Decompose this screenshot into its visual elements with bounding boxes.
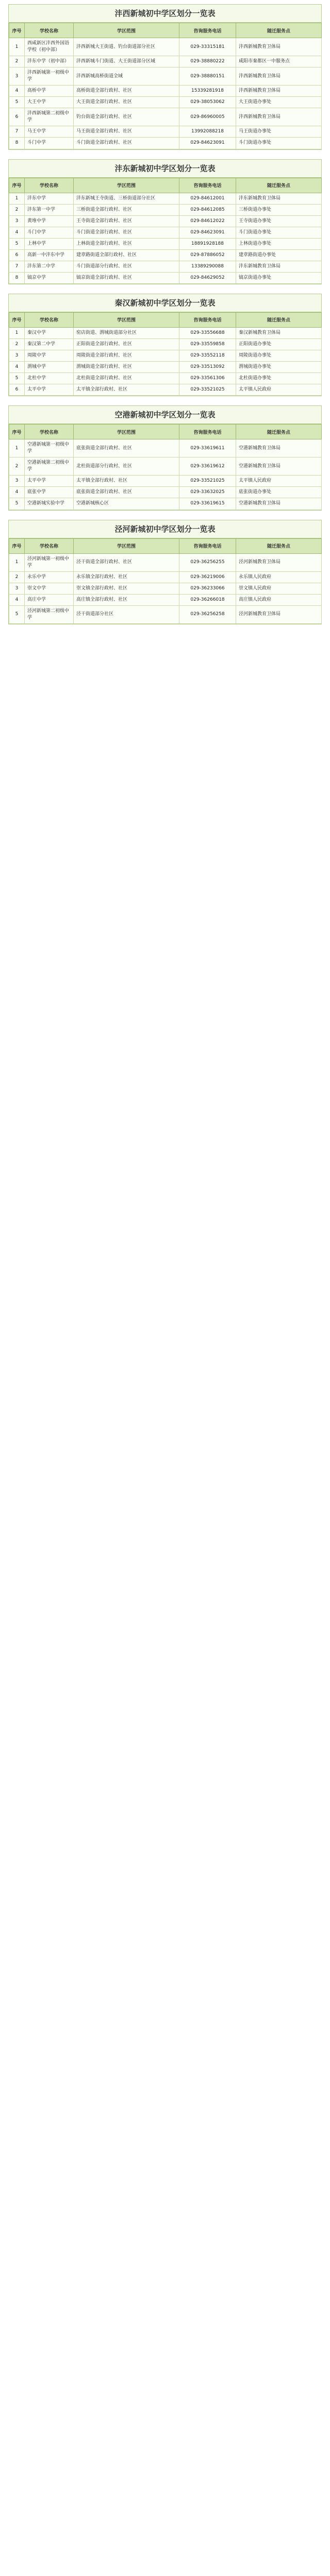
phone-number: 029-33559858 [179, 338, 236, 350]
section-title: 空港新城初中学区划分一览表 [9, 406, 321, 424]
table-row [9, 487, 322, 498]
table-row [9, 56, 322, 67]
district-range: 泾干街道全部行政村、社区 [74, 553, 179, 571]
table-row [9, 97, 322, 108]
phone-number: 029-36233066 [179, 583, 236, 594]
service-point: 秦汉新城教育卫体局 [236, 327, 322, 338]
district-range: 王寺街道全部行政村、社区 [74, 215, 179, 227]
row-number: 8 [9, 138, 25, 149]
district-table [9, 23, 322, 149]
column-header: 随迁服务点 [236, 23, 322, 38]
phone-number: 029-33552118 [179, 350, 236, 361]
column-header: 序号 [9, 538, 25, 553]
phone-number: 029-84612022 [179, 215, 236, 227]
service-point: 沣西新城教育卫体局 [236, 86, 322, 97]
column-header: 学校名称 [25, 538, 74, 553]
row-number: 1 [9, 193, 25, 204]
service-point: 上林街道办事处 [236, 238, 322, 249]
table-row [9, 108, 322, 126]
row-number: 3 [9, 215, 25, 227]
row-number: 1 [9, 553, 25, 571]
table-row [9, 594, 322, 605]
district-range: 沣西新城高桥街道全域 [74, 67, 179, 86]
service-point: 咸阳市秦都区一中服务点 [236, 56, 322, 67]
district-table [9, 312, 322, 396]
service-point: 高庄镇人民政府 [236, 594, 322, 605]
column-header: 咨询服务电话 [179, 312, 236, 327]
sections-container [0, 4, 330, 624]
phone-number: 029-33619612 [179, 457, 236, 476]
table-row [9, 38, 322, 56]
table-row [9, 249, 322, 261]
district-range: 底张街道全部行政村、社区 [74, 439, 179, 457]
phone-number: 029-84623091 [179, 138, 236, 149]
service-point: 沣西新城教育卫体局 [236, 108, 322, 126]
phone-number: 029-33619611 [179, 439, 236, 457]
service-point: 沣西新城教育卫体局 [236, 38, 322, 56]
phone-number: 029-33561306 [179, 373, 236, 384]
district-range: 正阳街道全部行政村、社区 [74, 338, 179, 350]
row-number: 8 [9, 272, 25, 283]
service-point: 底张街道办事处 [236, 487, 322, 498]
phone-number: 029-33632025 [179, 487, 236, 498]
phone-number: 029-36219006 [179, 571, 236, 583]
phone-number: 029-33521025 [179, 476, 236, 487]
service-point: 沣东新城教育卫体局 [236, 193, 322, 204]
table-row [9, 605, 322, 623]
service-point: 王寺街道办事处 [236, 215, 322, 227]
table-header-row [9, 312, 322, 327]
table-row [9, 350, 322, 361]
phone-number: 029-84623091 [179, 227, 236, 238]
service-point: 渭城街道办事处 [236, 362, 322, 373]
table-row [9, 498, 322, 510]
phone-number: 029-36256258 [179, 605, 236, 623]
column-header: 序号 [9, 178, 25, 193]
row-number: 3 [9, 350, 25, 361]
row-number: 4 [9, 227, 25, 238]
school-name: 高桥中学 [25, 86, 74, 97]
school-name: 上林中学 [25, 238, 74, 249]
column-header: 学区范围 [74, 538, 179, 553]
table-row [9, 126, 322, 138]
column-header: 学区范围 [74, 178, 179, 193]
service-point: 马王街道办事处 [236, 126, 322, 138]
school-name: 空港新城第二初级中学 [25, 457, 74, 476]
row-number: 4 [9, 487, 25, 498]
district-range: 太平镇全部行政村、社区 [74, 384, 179, 396]
school-name: 斗门中学 [25, 138, 74, 149]
service-point: 太平镇人民政府 [236, 476, 322, 487]
service-point: 泾河新城教育卫体局 [236, 553, 322, 571]
school-name: 空港新城实验中学 [25, 498, 74, 510]
section-title: 沣西新城初中学区划分一览表 [9, 5, 321, 23]
service-point: 正阳街道办事处 [236, 338, 322, 350]
table-row [9, 261, 322, 272]
column-header: 学区范围 [74, 23, 179, 38]
service-point: 沣东新城教育卫体局 [236, 261, 322, 272]
row-number: 7 [9, 126, 25, 138]
district-range: 太平镇全部行政村、社区 [74, 476, 179, 487]
row-number: 3 [9, 476, 25, 487]
row-number: 2 [9, 204, 25, 215]
row-number: 6 [9, 249, 25, 261]
district-range: 渭城街道全部行政村、社区 [74, 362, 179, 373]
column-header: 咨询服务电话 [179, 178, 236, 193]
district-range: 高庄镇全部行政村、社区 [74, 594, 179, 605]
district-range: 钓台街道全部行政村、社区 [74, 108, 179, 126]
school-name: 沣东第二中学 [25, 261, 74, 272]
column-header: 序号 [9, 312, 25, 327]
row-number: 1 [9, 38, 25, 56]
table-row [9, 384, 322, 396]
table-header-row [9, 23, 322, 38]
table-row [9, 215, 322, 227]
school-name: 太平中学 [25, 384, 74, 396]
service-point: 斗门街道办事处 [236, 138, 322, 149]
column-header: 序号 [9, 425, 25, 439]
school-name: 北杜中学 [25, 373, 74, 384]
district-section [8, 294, 322, 396]
column-header: 学校名称 [25, 425, 74, 439]
school-name: 崇文中学 [25, 583, 74, 594]
row-number: 2 [9, 571, 25, 583]
phone-number: 029-36266018 [179, 594, 236, 605]
phone-number: 029-87886052 [179, 249, 236, 261]
table-row [9, 138, 322, 149]
service-point: 沣西新城教育卫体局 [236, 67, 322, 86]
district-range: 斗门街道全部行政村、社区 [74, 227, 179, 238]
column-header: 学校名称 [25, 312, 74, 327]
school-name: 沣西新城第二初级中学 [25, 108, 74, 126]
phone-number: 029-84629052 [179, 272, 236, 283]
school-name: 黄堆中学 [25, 215, 74, 227]
table-row [9, 439, 322, 457]
row-number: 2 [9, 457, 25, 476]
phone-number: 029-86960005 [179, 108, 236, 126]
service-point: 太平镇人民政府 [236, 384, 322, 396]
district-range: 镐京街道全部行政村、社区 [74, 272, 179, 283]
row-number: 4 [9, 86, 25, 97]
district-section [8, 520, 322, 624]
table-row [9, 86, 322, 97]
district-range: 上林街道全部行政村、社区 [74, 238, 179, 249]
table-row [9, 193, 322, 204]
column-header: 学区范围 [74, 312, 179, 327]
column-header: 随迁服务点 [236, 538, 322, 553]
column-header: 序号 [9, 23, 25, 38]
column-header: 咨询服务电话 [179, 538, 236, 553]
district-range: 崇文镇全部行政村、社区 [74, 583, 179, 594]
district-range: 空港新城核心区 [74, 498, 179, 510]
district-table [9, 178, 322, 284]
school-name: 永乐中学 [25, 571, 74, 583]
column-header: 随迁服务点 [236, 425, 322, 439]
district-range: 沣西新城斗门街道、大王街道部分区域 [74, 56, 179, 67]
district-range: 沣东新城王寺街道、三桥街道部分社区 [74, 193, 179, 204]
row-number: 6 [9, 384, 25, 396]
phone-number: 029-33521025 [179, 384, 236, 396]
table-row [9, 457, 322, 476]
phone-number: 029-33513092 [179, 362, 236, 373]
school-name: 沣东中学（初中部） [25, 56, 74, 67]
table-row [9, 204, 322, 215]
school-name: 沣东中学 [25, 193, 74, 204]
district-table [9, 538, 322, 624]
service-point: 崇文镇人民政府 [236, 583, 322, 594]
school-name: 泾河新城第二初级中学 [25, 605, 74, 623]
section-title: 秦汉新城初中学区划分一览表 [9, 294, 321, 312]
row-number: 2 [9, 56, 25, 67]
row-number: 6 [9, 108, 25, 126]
school-name: 斗门中学 [25, 227, 74, 238]
school-name: 高庄中学 [25, 594, 74, 605]
school-name: 底张中学 [25, 487, 74, 498]
service-point: 空港新城教育卫体局 [236, 498, 322, 510]
school-name: 渭城中学 [25, 362, 74, 373]
phone-number: 15339281918 [179, 86, 236, 97]
row-number: 4 [9, 594, 25, 605]
column-header: 学校名称 [25, 178, 74, 193]
row-number: 5 [9, 498, 25, 510]
phone-number: 029-38880151 [179, 67, 236, 86]
service-point: 斗门街道办事处 [236, 227, 322, 238]
section-title: 泾河新城初中学区划分一览表 [9, 520, 321, 538]
district-range: 建章路街道全部行政村、社区 [74, 249, 179, 261]
school-name: 高新一中沣东中学 [25, 249, 74, 261]
district-section [8, 405, 322, 510]
school-name: 泾河新城第一初级中学 [25, 553, 74, 571]
table-row [9, 327, 322, 338]
table-row [9, 583, 322, 594]
table-row [9, 227, 322, 238]
column-header: 随迁服务点 [236, 178, 322, 193]
section-title: 沣东新城初中学区划分一览表 [9, 160, 321, 178]
column-header: 咨询服务电话 [179, 425, 236, 439]
page [0, 0, 330, 634]
district-range: 斗门街道部分行政村、社区 [74, 261, 179, 272]
column-header: 学校名称 [25, 23, 74, 38]
phone-number: 13992088218 [179, 126, 236, 138]
school-name: 空港新城第一初级中学 [25, 439, 74, 457]
row-number: 2 [9, 338, 25, 350]
table-row [9, 67, 322, 86]
service-point: 永乐镇人民政府 [236, 571, 322, 583]
table-row [9, 476, 322, 487]
phone-number: 13389290088 [179, 261, 236, 272]
row-number: 3 [9, 583, 25, 594]
district-range: 高桥街道全部行政村、社区 [74, 86, 179, 97]
service-point: 大王街道办事处 [236, 97, 322, 108]
school-name: 秦汉第二中学 [25, 338, 74, 350]
phone-number: 029-38880222 [179, 56, 236, 67]
table-header-row [9, 178, 322, 193]
district-table [9, 424, 322, 510]
row-number: 5 [9, 238, 25, 249]
school-name: 镐京中学 [25, 272, 74, 283]
table-row [9, 362, 322, 373]
phone-number: 029-33556688 [179, 327, 236, 338]
school-name: 大王中学 [25, 97, 74, 108]
column-header: 咨询服务电话 [179, 23, 236, 38]
school-name: 太平中学 [25, 476, 74, 487]
table-row [9, 571, 322, 583]
district-range: 北杜街道全部行政村、社区 [74, 373, 179, 384]
phone-number: 029-33619615 [179, 498, 236, 510]
row-number: 4 [9, 362, 25, 373]
district-range: 底张街道全部行政村、社区 [74, 487, 179, 498]
row-number: 1 [9, 327, 25, 338]
column-header: 学区范围 [74, 425, 179, 439]
school-name: 沣西新城第一初级中学 [25, 67, 74, 86]
table-row [9, 338, 322, 350]
school-name: 马王中学 [25, 126, 74, 138]
service-point: 泾河新城教育卫体局 [236, 605, 322, 623]
district-range: 大王街道全部行政村、社区 [74, 97, 179, 108]
service-point: 空港新城教育卫体局 [236, 457, 322, 476]
district-range: 泾干街道部分社区 [74, 605, 179, 623]
table-row [9, 238, 322, 249]
row-number: 5 [9, 97, 25, 108]
school-name: 秦汉中学 [25, 327, 74, 338]
school-name: 沣东第一中学 [25, 204, 74, 215]
district-range: 三桥街道全部行政村、社区 [74, 204, 179, 215]
district-range: 斗门街道全部行政村、社区 [74, 138, 179, 149]
row-number: 5 [9, 373, 25, 384]
table-header-row [9, 538, 322, 553]
row-number: 5 [9, 605, 25, 623]
phone-number: 18891928188 [179, 238, 236, 249]
service-point: 空港新城教育卫体局 [236, 439, 322, 457]
service-point: 三桥街道办事处 [236, 204, 322, 215]
table-row [9, 553, 322, 571]
school-name: 周陵中学 [25, 350, 74, 361]
phone-number: 029-36256255 [179, 553, 236, 571]
row-number: 1 [9, 439, 25, 457]
table-header-row [9, 425, 322, 439]
phone-number: 029-33315181 [179, 38, 236, 56]
table-row [9, 373, 322, 384]
service-point: 建章路街道办事处 [236, 249, 322, 261]
phone-number: 029-84612085 [179, 204, 236, 215]
district-section [8, 159, 322, 284]
phone-number: 029-84612001 [179, 193, 236, 204]
service-point: 镐京街道办事处 [236, 272, 322, 283]
column-header: 随迁服务点 [236, 312, 322, 327]
district-range: 北杜街道部分行政村、社区 [74, 457, 179, 476]
table-row [9, 272, 322, 283]
school-name: 西咸新区沣西外国语学校（初中部） [25, 38, 74, 56]
district-range: 沣西新城大王街道、钓台街道部分社区 [74, 38, 179, 56]
district-range: 永乐镇全部行政村、社区 [74, 571, 179, 583]
row-number: 3 [9, 67, 25, 86]
district-range: 周陵街道全部行政村、社区 [74, 350, 179, 361]
district-section [8, 4, 322, 150]
district-range: 马王街道全部行政村、社区 [74, 126, 179, 138]
service-point: 北杜街道办事处 [236, 373, 322, 384]
district-range: 窑店街道、渭城街道部分社区 [74, 327, 179, 338]
service-point: 周陵街道办事处 [236, 350, 322, 361]
row-number: 7 [9, 261, 25, 272]
phone-number: 029-38053062 [179, 97, 236, 108]
